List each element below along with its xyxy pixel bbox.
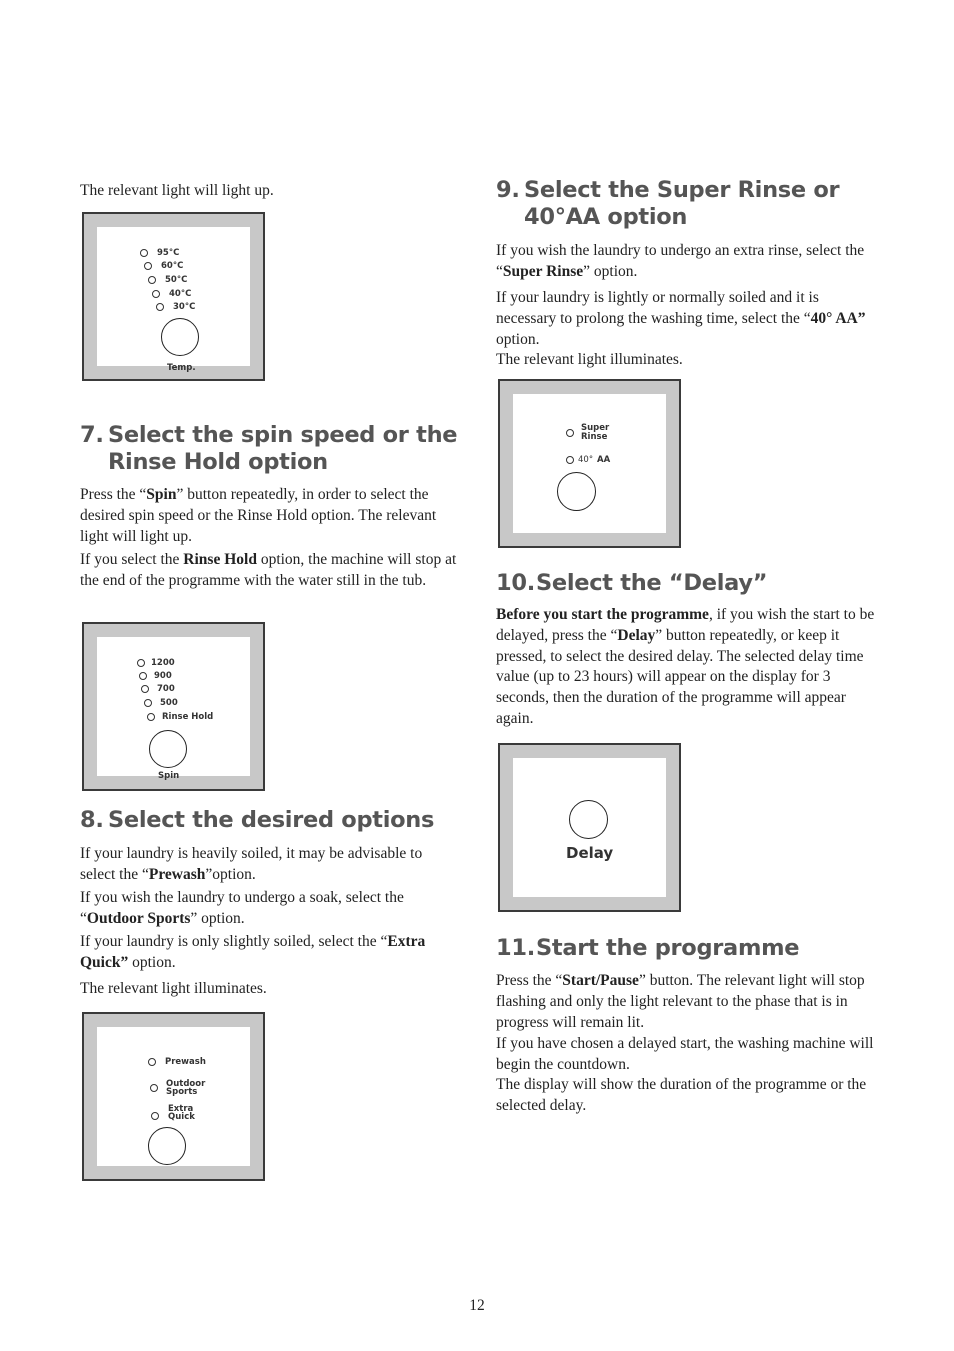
bold-term: Outdoor Sports <box>86 909 191 927</box>
bold-term: Delay <box>617 626 656 644</box>
led-95 <box>140 249 148 257</box>
option-label: Super <box>581 423 610 433</box>
section-8-heading <box>80 807 460 834</box>
bold-term: Start/Pause <box>562 972 639 989</box>
delay-knob <box>569 800 608 839</box>
text: If you wish the laundry to undergo a soak, select the “ <box>80 889 404 927</box>
heading-line: Select the Super Rinse or <box>524 177 840 203</box>
heading-line: Select the spin speed or the <box>108 422 458 448</box>
led-60 <box>144 262 152 270</box>
section-7-heading <box>80 422 460 476</box>
bold-term: 40° AA” <box>810 309 866 327</box>
spin-knob <box>149 730 187 768</box>
intro-text: The relevant light will light up. <box>80 182 274 199</box>
section-11-paragraph: The display will show the duration of the programme or the selected delay. <box>496 1076 867 1114</box>
section-number: 11. <box>496 935 535 961</box>
heading-line: Rinse Hold option <box>108 449 328 475</box>
options-knob <box>148 1127 186 1165</box>
text: ” option. <box>583 262 638 280</box>
section-8-paragraph <box>80 844 460 886</box>
temp-button-label: Temp. <box>167 363 196 373</box>
text: , if you wish the start to be delayed, press the “ <box>496 606 875 644</box>
text: If you wish the laundry to undergo an extra rinse, select the “ <box>496 242 865 280</box>
text: If your laundry is lightly or normally soiled and it is necessary to prolong the washing time, select the “ <box>496 289 819 327</box>
section-number: 10. <box>496 570 535 596</box>
section-11-heading <box>496 935 886 962</box>
text: ” button repeatedly, in order to select the desired spin speed or the Rinse Hold option. The relevant light will light up. <box>80 486 437 545</box>
section-9-heading <box>496 177 886 231</box>
spin-option-label: 900 <box>154 671 172 681</box>
text: option. <box>128 953 176 971</box>
section-number: 7. <box>80 422 104 448</box>
section-9-paragraph <box>496 241 880 283</box>
option-label: AA <box>597 455 611 465</box>
section-11-paragraph <box>496 971 880 1033</box>
rinse-knob <box>557 472 596 511</box>
text: If your laundry is heavily soiled, it may be advisable to select the “ <box>80 845 423 883</box>
led-40-aa <box>566 456 574 464</box>
text: ” option. <box>190 909 245 927</box>
section-10-paragraph <box>496 605 880 730</box>
text: ” button repeatedly, or keep it pressed, to select the desired delay. The selected delay time value (up to 23 hours) will appear on the display for 3 seconds, then the duration of the programme will appear again. <box>496 626 864 727</box>
section-8-paragraph: The relevant light illuminates. <box>80 980 267 997</box>
spin-button-label: Spin <box>158 771 180 781</box>
spin-panel <box>82 622 265 791</box>
section-number: 8. <box>80 807 104 833</box>
section-10-heading <box>496 570 886 597</box>
temp-option-label: 95°C <box>157 248 180 258</box>
temp-option-label: 30°C <box>173 302 196 312</box>
temp-knob <box>161 318 199 356</box>
bold-term: Rinse Hold <box>183 551 257 568</box>
led-outdoor-sports <box>150 1084 158 1092</box>
spin-option-label: 1200 <box>151 658 175 668</box>
bold-term: Spin <box>146 486 177 503</box>
option-label: Extra <box>168 1104 194 1114</box>
delay-button-label: Delay <box>566 844 614 862</box>
heading-line: 40°AA option <box>524 204 688 230</box>
text: ” button. The relevant light will stop flashing and only the light relevant to the phase that is in progress will remain lit. <box>496 972 865 1031</box>
led-40 <box>152 290 160 298</box>
text: If your laundry is only slightly soiled, select the “ <box>80 933 388 950</box>
text: If you select the <box>80 551 184 568</box>
heading-line: Select the “Delay” <box>536 570 768 596</box>
option-label: Quick <box>168 1112 195 1122</box>
led-500 <box>144 699 152 707</box>
section-7-paragraph <box>80 485 460 547</box>
led-50 <box>148 276 156 284</box>
option-label: Prewash <box>165 1057 206 1067</box>
led-super-rinse <box>566 429 574 437</box>
section-9-paragraph <box>496 288 880 350</box>
spin-option-label: Rinse Hold <box>162 712 214 722</box>
spin-option-label: 500 <box>160 698 178 708</box>
bold-term: Extra Quick” <box>80 933 426 971</box>
spin-option-label: 700 <box>157 684 175 694</box>
bold-term: Super Rinse <box>502 262 584 280</box>
text: ”option. <box>205 865 256 883</box>
text: option, the machine will stop at the end of the programme with the water still in the tub. <box>80 551 457 589</box>
heading-line: Start the programme <box>536 935 800 961</box>
led-prewash <box>148 1058 156 1066</box>
bold-term: Before you start the programme <box>496 606 709 623</box>
led-rinse-hold <box>147 713 155 721</box>
text: Press the “ <box>496 972 563 989</box>
text: Press the “ <box>80 486 147 503</box>
section-8-paragraph <box>80 932 460 974</box>
section-8-paragraph <box>80 888 460 930</box>
delay-panel <box>498 743 681 912</box>
temp-option-label: 60°C <box>161 261 184 271</box>
section-11-paragraph: If you have chosen a delayed start, the washing machine will begin the countdown. <box>496 1035 874 1073</box>
led-1200 <box>137 659 145 667</box>
temp-option-label: 50°C <box>165 275 188 285</box>
option-label: Outdoor <box>166 1079 206 1089</box>
section-number: 9. <box>496 177 520 203</box>
option-label: Sports <box>166 1087 198 1097</box>
option-label: Rinse <box>581 432 608 442</box>
led-extra-quick <box>151 1112 159 1120</box>
led-900 <box>139 672 147 680</box>
options-panel <box>82 1012 265 1181</box>
temp-panel <box>82 212 265 381</box>
led-30 <box>156 303 164 311</box>
bold-term: Prewash <box>148 865 206 883</box>
section-7-paragraph <box>80 550 460 592</box>
option-label: 40° <box>578 455 594 465</box>
text: option. <box>496 330 540 348</box>
super-rinse-panel <box>498 379 681 548</box>
section-9-paragraph: The relevant light illuminates. <box>496 351 683 368</box>
led-700 <box>141 685 149 693</box>
heading-line: Select the desired options <box>108 807 435 833</box>
temp-option-label: 40°C <box>169 289 192 299</box>
page-number: 12 <box>469 1297 485 1314</box>
